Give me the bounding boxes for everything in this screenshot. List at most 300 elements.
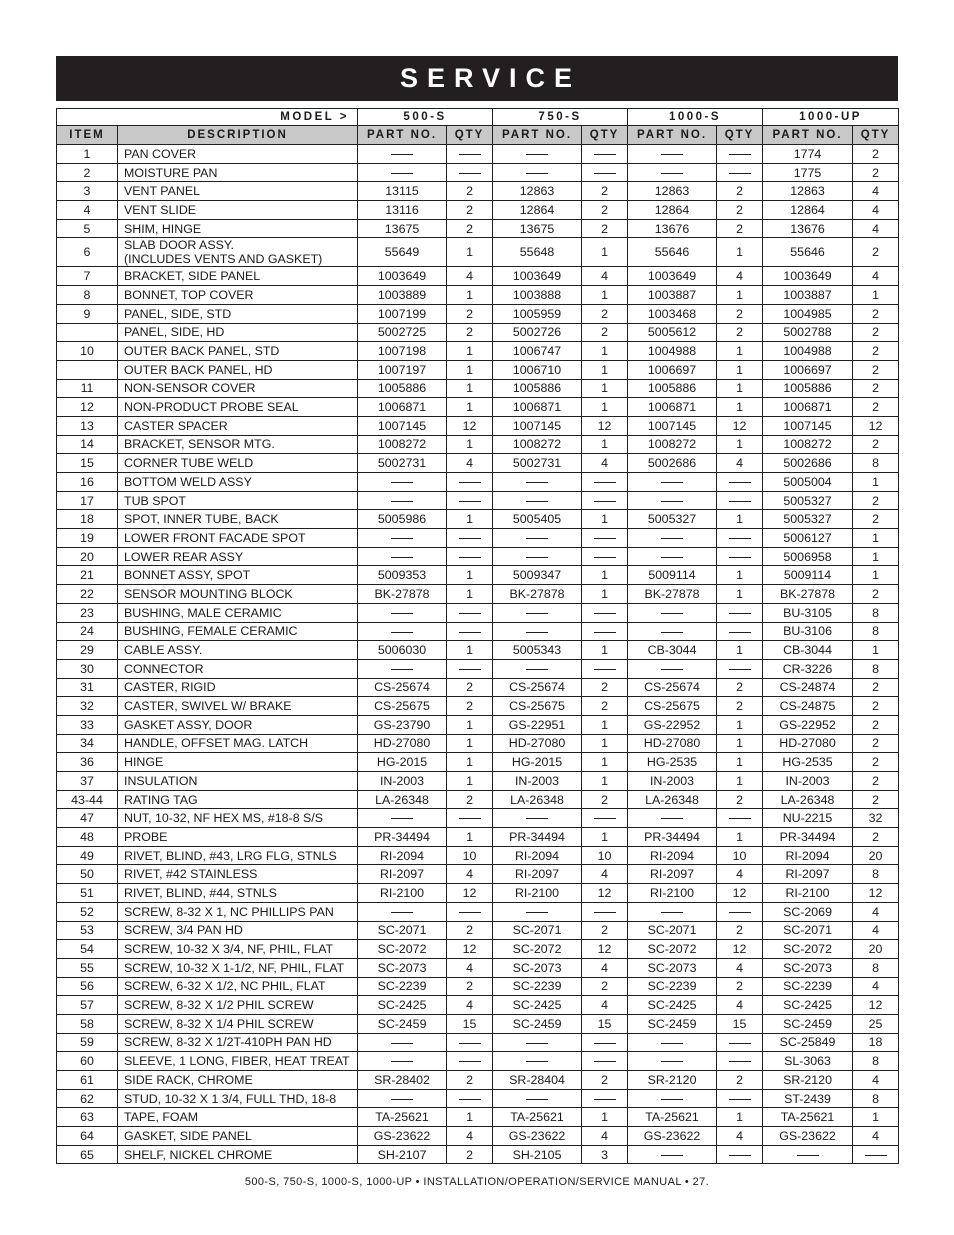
table-row <box>57 865 899 884</box>
part-number: 1008272 <box>493 435 582 454</box>
part-number: CS-25675 <box>358 697 447 716</box>
quantity: 1 <box>853 473 899 492</box>
part-number: HG-2015 <box>493 753 582 772</box>
item-number: 36 <box>57 753 118 772</box>
part-number: HG-2535 <box>763 753 853 772</box>
quantity: 3 <box>582 1145 628 1164</box>
part-number <box>358 491 447 510</box>
item-number: 24 <box>57 622 118 641</box>
item-number: 32 <box>57 697 118 716</box>
quantity <box>717 1033 763 1052</box>
quantity <box>447 547 493 566</box>
part-number: SC-2425 <box>358 996 447 1015</box>
part-number: 55646 <box>628 238 717 267</box>
item-number: 63 <box>57 1108 118 1127</box>
page-title: SERVICE <box>400 63 582 93</box>
not-applicable-dash <box>729 1155 751 1156</box>
not-applicable-dash <box>459 557 481 558</box>
part-number: RI-2097 <box>358 865 447 884</box>
part-number: HD-27080 <box>763 734 853 753</box>
model-500s: 500-S <box>358 109 493 126</box>
quantity: 4 <box>582 1127 628 1146</box>
item-description: SCREW, 8-32 X 1/2 PHIL SCREW <box>118 996 358 1015</box>
table-row <box>57 379 899 398</box>
item-description: GASKET, SIDE PANEL <box>118 1127 358 1146</box>
quantity <box>447 145 493 164</box>
part-number: SR-2120 <box>763 1071 853 1090</box>
quantity <box>717 622 763 641</box>
quantity <box>717 902 763 921</box>
not-applicable-dash <box>526 669 548 670</box>
quantity <box>582 1052 628 1071</box>
item-description: RIVET, BLIND, #43, LRG FLG, STNLS <box>118 846 358 865</box>
col-part-no: PART NO. <box>763 126 853 145</box>
quantity: 12 <box>447 940 493 959</box>
quantity: 1 <box>853 566 899 585</box>
part-number: 13675 <box>493 219 582 238</box>
part-number: LA-26348 <box>763 790 853 809</box>
quantity: 8 <box>853 659 899 678</box>
part-number <box>358 1033 447 1052</box>
part-number: 12863 <box>493 182 582 201</box>
not-applicable-dash <box>729 557 751 558</box>
quantity: 15 <box>582 1014 628 1033</box>
part-number: RI-2100 <box>358 884 447 903</box>
part-number <box>628 902 717 921</box>
not-applicable-dash <box>729 669 751 670</box>
quantity: 1 <box>717 828 763 847</box>
part-number: 1006871 <box>493 398 582 417</box>
table-row <box>57 940 899 959</box>
part-number <box>493 529 582 548</box>
part-number <box>358 547 447 566</box>
quantity <box>582 659 628 678</box>
part-number: 55646 <box>763 238 853 267</box>
part-number: 1003649 <box>358 267 447 286</box>
part-number: 1005886 <box>763 379 853 398</box>
quantity: 2 <box>582 921 628 940</box>
part-number <box>493 809 582 828</box>
quantity <box>447 809 493 828</box>
quantity: 2 <box>447 219 493 238</box>
quantity: 2 <box>853 491 899 510</box>
not-applicable-dash <box>729 538 751 539</box>
part-number: 5002725 <box>358 323 447 342</box>
table-row <box>57 977 899 996</box>
not-applicable-dash <box>459 632 481 633</box>
part-number: SL-3063 <box>763 1052 853 1071</box>
quantity: 12 <box>853 416 899 435</box>
item-number: 33 <box>57 715 118 734</box>
item-number: 20 <box>57 547 118 566</box>
part-number: 1004988 <box>628 342 717 361</box>
quantity: 1 <box>447 360 493 379</box>
item-number: 57 <box>57 996 118 1015</box>
item-number: 58 <box>57 1014 118 1033</box>
quantity: 2 <box>853 828 899 847</box>
part-number <box>493 473 582 492</box>
item-number: 10 <box>57 342 118 361</box>
item-description: TUB SPOT <box>118 491 358 510</box>
quantity: 10 <box>582 846 628 865</box>
table-row <box>57 697 899 716</box>
part-number: SC-25849 <box>763 1033 853 1052</box>
part-number: BK-27878 <box>358 585 447 604</box>
part-number: SC-2073 <box>358 958 447 977</box>
part-number: 5002686 <box>763 454 853 473</box>
part-number: 5002731 <box>358 454 447 473</box>
item-description: BUSHING, FEMALE CERAMIC <box>118 622 358 641</box>
quantity <box>582 491 628 510</box>
quantity: 4 <box>447 454 493 473</box>
not-applicable-dash <box>526 912 548 913</box>
quantity <box>717 1052 763 1071</box>
quantity: 4 <box>853 1127 899 1146</box>
quantity: 1 <box>447 734 493 753</box>
item-description: RATING TAG <box>118 790 358 809</box>
quantity: 2 <box>853 379 899 398</box>
part-number: 1005886 <box>493 379 582 398</box>
table-row <box>57 828 899 847</box>
quantity: 1 <box>717 510 763 529</box>
quantity: 2 <box>853 585 899 604</box>
col-qty: QTY <box>582 126 628 145</box>
item-number: 23 <box>57 603 118 622</box>
part-number <box>358 1052 447 1071</box>
not-applicable-dash <box>526 632 548 633</box>
quantity: 2 <box>447 921 493 940</box>
item-description: BUSHING, MALE CERAMIC <box>118 603 358 622</box>
part-number: 5005612 <box>628 323 717 342</box>
not-applicable-dash <box>661 538 683 539</box>
part-number: 12864 <box>493 201 582 220</box>
item-description: CASTER, SWIVEL W/ BRAKE <box>118 697 358 716</box>
table-row <box>57 1127 899 1146</box>
quantity: 1 <box>447 828 493 847</box>
not-applicable-dash <box>594 557 616 558</box>
not-applicable-dash <box>526 1099 548 1100</box>
table-row <box>57 884 899 903</box>
quantity: 1 <box>717 1108 763 1127</box>
not-applicable-dash <box>526 557 548 558</box>
not-applicable-dash <box>459 154 481 155</box>
part-number: TA-25621 <box>763 1108 853 1127</box>
part-number: CS-25675 <box>493 697 582 716</box>
not-applicable-dash <box>661 818 683 819</box>
part-number: SC-2071 <box>493 921 582 940</box>
part-number: CS-25674 <box>628 678 717 697</box>
item-description: NUT, 10-32, NF HEX MS, #18-8 S/S <box>118 809 358 828</box>
part-number: 1008272 <box>763 435 853 454</box>
part-number: SC-2239 <box>493 977 582 996</box>
part-number: CS-25674 <box>493 678 582 697</box>
table-row <box>57 510 899 529</box>
item-description: SCREW, 3/4 PAN HD <box>118 921 358 940</box>
part-number: SR-28404 <box>493 1071 582 1090</box>
table-row <box>57 529 899 548</box>
not-applicable-dash <box>594 1043 616 1044</box>
quantity: 1 <box>582 238 628 267</box>
not-applicable-dash <box>391 1061 413 1062</box>
part-number: SC-2073 <box>628 958 717 977</box>
table-row <box>57 715 899 734</box>
part-number: 1008272 <box>628 435 717 454</box>
part-number: RI-2097 <box>628 865 717 884</box>
quantity: 4 <box>853 182 899 201</box>
part-number: SR-2120 <box>628 1071 717 1090</box>
quantity: 1 <box>717 238 763 267</box>
quantity: 12 <box>582 940 628 959</box>
part-number: 12863 <box>628 182 717 201</box>
not-applicable-dash <box>729 482 751 483</box>
quantity: 1 <box>447 715 493 734</box>
part-number: CS-25674 <box>358 678 447 697</box>
quantity: 2 <box>582 678 628 697</box>
quantity: 1 <box>582 510 628 529</box>
table-row <box>57 267 899 286</box>
part-number: SC-2069 <box>763 902 853 921</box>
part-number <box>358 163 447 182</box>
part-number <box>628 529 717 548</box>
part-number: 5002788 <box>763 323 853 342</box>
not-applicable-dash <box>865 1155 887 1156</box>
quantity <box>447 163 493 182</box>
item-number: 2 <box>57 163 118 182</box>
not-applicable-dash <box>391 632 413 633</box>
not-applicable-dash <box>526 154 548 155</box>
not-applicable-dash <box>459 669 481 670</box>
quantity: 12 <box>717 416 763 435</box>
quantity: 1 <box>582 398 628 417</box>
quantity: 2 <box>447 304 493 323</box>
table-row <box>57 1089 899 1108</box>
col-item: ITEM <box>57 126 118 145</box>
quantity: 1 <box>447 641 493 660</box>
item-description: PROBE <box>118 828 358 847</box>
item-description: NON-PRODUCT PROBE SEAL <box>118 398 358 417</box>
not-applicable-dash <box>459 501 481 502</box>
part-number: 5006958 <box>763 547 853 566</box>
not-applicable-dash <box>391 912 413 913</box>
item-description <box>118 238 358 267</box>
item-description: SCREW, 8-32 X 1, NC PHILLIPS PAN <box>118 902 358 921</box>
quantity <box>447 529 493 548</box>
quantity <box>717 1089 763 1108</box>
item-number <box>57 323 118 342</box>
item-description: RIVET, BLIND, #44, STNLS <box>118 884 358 903</box>
col-part-no: PART NO. <box>358 126 447 145</box>
part-number: 13676 <box>763 219 853 238</box>
part-number: 1007145 <box>628 416 717 435</box>
part-number: SC-2239 <box>628 977 717 996</box>
not-applicable-dash <box>391 818 413 819</box>
not-applicable-dash <box>391 613 413 614</box>
not-applicable-dash <box>661 632 683 633</box>
part-number <box>493 1089 582 1108</box>
item-description: BONNET ASSY, SPOT <box>118 566 358 585</box>
quantity: 4 <box>582 454 628 473</box>
quantity: 1 <box>447 398 493 417</box>
not-applicable-dash <box>729 632 751 633</box>
table-row <box>57 921 899 940</box>
quantity: 4 <box>853 219 899 238</box>
not-applicable-dash <box>459 818 481 819</box>
not-applicable-dash <box>661 1043 683 1044</box>
quantity: 1 <box>582 286 628 305</box>
not-applicable-dash <box>729 1043 751 1044</box>
part-number <box>628 622 717 641</box>
table-row <box>57 145 899 164</box>
quantity <box>447 1089 493 1108</box>
description-line: SLAB DOOR ASSY. <box>124 238 234 253</box>
quantity: 1 <box>717 566 763 585</box>
part-number: GS-23622 <box>493 1127 582 1146</box>
part-number: TA-25621 <box>628 1108 717 1127</box>
part-number: 5002731 <box>493 454 582 473</box>
part-number <box>628 809 717 828</box>
item-description: BRACKET, SENSOR MTG. <box>118 435 358 454</box>
table-row <box>57 603 899 622</box>
item-description: SCREW, 10-32 X 1-1/2, NF, PHIL, FLAT <box>118 958 358 977</box>
item-description: BOTTOM WELD ASSY <box>118 473 358 492</box>
not-applicable-dash <box>594 501 616 502</box>
part-number: 13676 <box>628 219 717 238</box>
parts-table <box>56 108 899 1164</box>
col-description: DESCRIPTION <box>118 126 358 145</box>
table-row <box>57 416 899 435</box>
table-row <box>57 435 899 454</box>
quantity: 4 <box>582 958 628 977</box>
quantity <box>717 1145 763 1164</box>
quantity: 1 <box>582 379 628 398</box>
quantity: 4 <box>447 865 493 884</box>
col-qty: QTY <box>447 126 493 145</box>
part-number: HD-27080 <box>358 734 447 753</box>
part-number: 1775 <box>763 163 853 182</box>
quantity: 2 <box>717 697 763 716</box>
not-applicable-dash <box>729 1061 751 1062</box>
quantity: 2 <box>447 1071 493 1090</box>
part-number: 5002726 <box>493 323 582 342</box>
part-number: 12863 <box>763 182 853 201</box>
part-number: 1774 <box>763 145 853 164</box>
quantity: 2 <box>582 1071 628 1090</box>
item-number: 4 <box>57 201 118 220</box>
quantity <box>717 145 763 164</box>
part-number: NU-2215 <box>763 809 853 828</box>
table-row <box>57 1071 899 1090</box>
part-number: SC-2072 <box>628 940 717 959</box>
quantity: 1 <box>717 342 763 361</box>
quantity: 2 <box>447 697 493 716</box>
part-number: 5005327 <box>763 510 853 529</box>
part-number: BU-3106 <box>763 622 853 641</box>
item-number: 22 <box>57 585 118 604</box>
quantity: 4 <box>582 267 628 286</box>
quantity <box>717 809 763 828</box>
model-header-row <box>57 109 899 126</box>
item-description: CASTER SPACER <box>118 416 358 435</box>
quantity: 2 <box>717 1071 763 1090</box>
part-number: 1006747 <box>493 342 582 361</box>
table-row <box>57 398 899 417</box>
table-row <box>57 902 899 921</box>
description-note: (INCLUDES VENTS AND GASKET) <box>124 252 323 267</box>
not-applicable-dash <box>594 632 616 633</box>
part-number: SC-2425 <box>493 996 582 1015</box>
part-number <box>628 659 717 678</box>
part-number: PR-34494 <box>763 828 853 847</box>
quantity: 4 <box>447 267 493 286</box>
part-number <box>493 902 582 921</box>
item-number: 5 <box>57 219 118 238</box>
not-applicable-dash <box>594 1099 616 1100</box>
not-applicable-dash <box>391 501 413 502</box>
quantity <box>447 659 493 678</box>
quantity: 4 <box>447 996 493 1015</box>
part-number: SC-2072 <box>358 940 447 959</box>
part-number: 1003889 <box>358 286 447 305</box>
item-number: 48 <box>57 828 118 847</box>
not-applicable-dash <box>729 818 751 819</box>
not-applicable-dash <box>526 501 548 502</box>
quantity: 1 <box>717 641 763 660</box>
quantity: 32 <box>853 809 899 828</box>
quantity: 8 <box>853 958 899 977</box>
item-number: 49 <box>57 846 118 865</box>
model-1000s: 1000-S <box>628 109 763 126</box>
part-number: 5009114 <box>763 566 853 585</box>
part-number: TA-25621 <box>358 1108 447 1127</box>
quantity: 2 <box>582 304 628 323</box>
not-applicable-dash <box>594 538 616 539</box>
quantity: 4 <box>853 201 899 220</box>
part-number: 5006030 <box>358 641 447 660</box>
quantity <box>447 902 493 921</box>
table-row <box>57 585 899 604</box>
not-applicable-dash <box>391 173 413 174</box>
table-row <box>57 566 899 585</box>
part-number <box>493 491 582 510</box>
quantity: 12 <box>447 884 493 903</box>
item-description: STUD, 10-32 X 1 3/4, FULL THD, 18-8 <box>118 1089 358 1108</box>
part-number: 13115 <box>358 182 447 201</box>
item-number: 29 <box>57 641 118 660</box>
quantity <box>447 622 493 641</box>
not-applicable-dash <box>526 1043 548 1044</box>
quantity: 20 <box>853 846 899 865</box>
item-description: MOISTURE PAN <box>118 163 358 182</box>
part-number: BK-27878 <box>763 585 853 604</box>
part-number: 1008272 <box>358 435 447 454</box>
item-description: SCREW, 10-32 X 3/4, NF, PHIL, FLAT <box>118 940 358 959</box>
quantity <box>717 603 763 622</box>
table-row <box>57 1033 899 1052</box>
quantity: 1 <box>717 772 763 791</box>
part-number <box>628 1145 717 1164</box>
quantity: 2 <box>717 182 763 201</box>
item-description: INSULATION <box>118 772 358 791</box>
not-applicable-dash <box>391 154 413 155</box>
part-number: GS-22952 <box>628 715 717 734</box>
quantity: 20 <box>853 940 899 959</box>
not-applicable-dash <box>594 173 616 174</box>
part-number <box>628 473 717 492</box>
item-number: 19 <box>57 529 118 548</box>
quantity: 2 <box>853 678 899 697</box>
part-number: 1006697 <box>628 360 717 379</box>
col-part-no: PART NO. <box>628 126 717 145</box>
